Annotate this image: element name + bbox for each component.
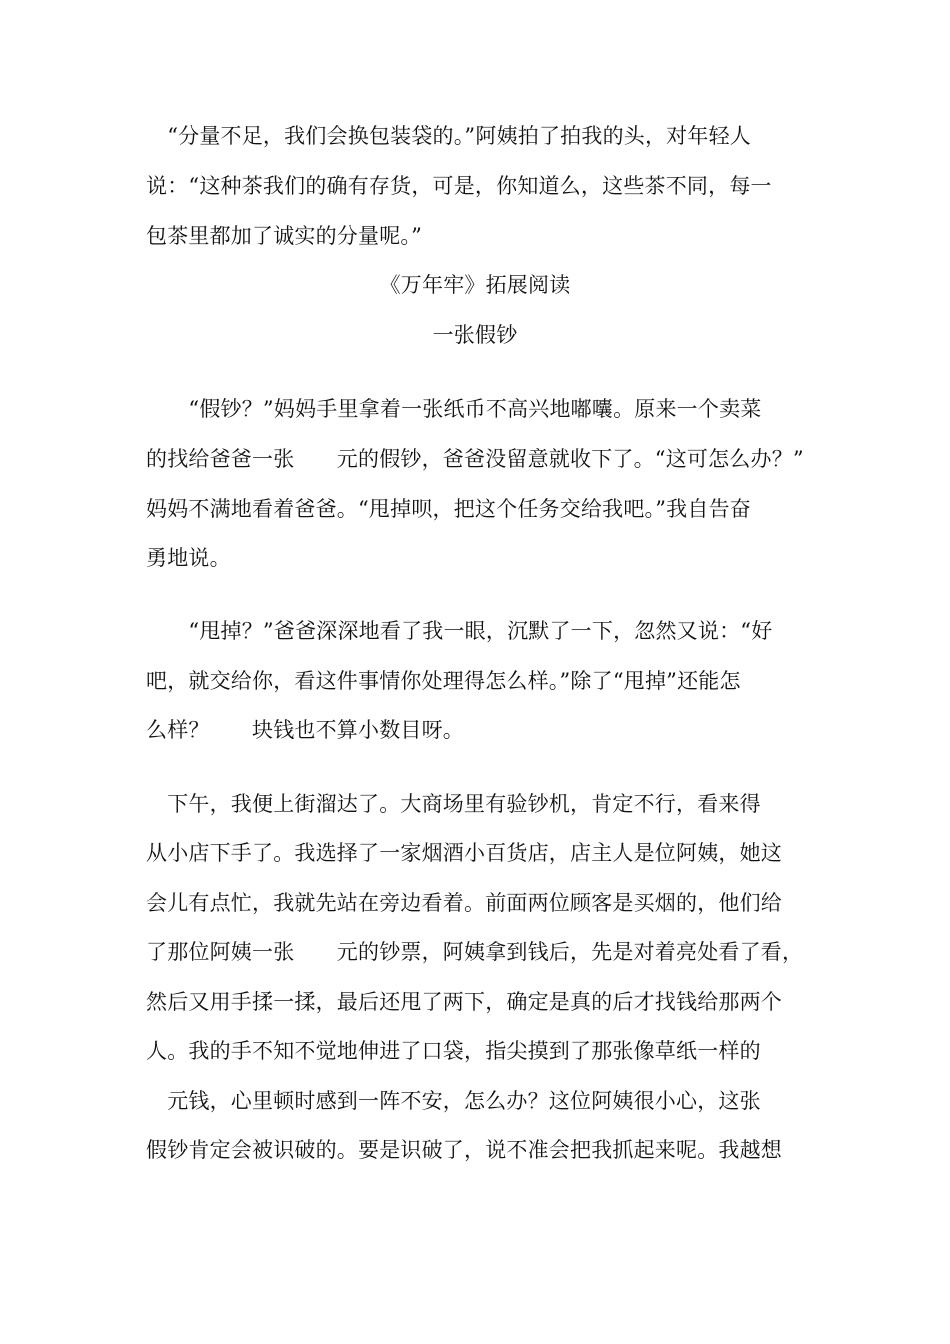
text-line: “分量不足，我们会换包装袋的。”阿姨拍了拍我的头，对年轻人 bbox=[146, 124, 751, 148]
text-line: 元钱，心里顿时感到一阵不安，怎么办？这位阿姨很小心，这张 bbox=[146, 1089, 761, 1113]
text-line: 吧，就交给你，看这件事情你处理得怎么样。”除了“甩掉”还能怎 bbox=[146, 669, 741, 693]
text-line: 会儿有点忙，我就先站在旁边看着。前面两位顾客是买烟的，他们给 bbox=[146, 891, 782, 915]
text-line: 下午，我便上街溜达了。大商场里有验钞机，肯定不行，看来得 bbox=[146, 792, 761, 816]
text-line: “甩掉？”爸爸深深地看了我一眼，沉默了一下，忽然又说：“好 bbox=[146, 619, 773, 643]
text-line: 了那位阿姨一张 元的钞票，阿姨拿到钱后，先是对着亮处看了看， bbox=[146, 940, 804, 964]
text-line: 然后又用手揉一揉，最后还甩了两下，确定是真的后才找钱给那两个 bbox=[146, 990, 782, 1014]
text-line: 的找给爸爸一张 元的假钞，爸爸没留意就收下了。“这可怎么办？” bbox=[146, 447, 804, 471]
text-line: 说：“这种茶我们的确有存货，可是，你知道么，这些茶不同，每一 bbox=[146, 174, 772, 198]
text-line: 勇地说。 bbox=[146, 546, 231, 570]
text-line: 包茶里都加了诚实的分量呢。” bbox=[146, 224, 423, 248]
text-line: “假钞？”妈妈手里拿着一张纸币不高兴地嘟囔。原来一个卖菜 bbox=[146, 397, 762, 421]
text-line: 妈妈不满地看着爸爸。“甩掉呗，把这个任务交给我吧。”我自告奋 bbox=[146, 497, 751, 521]
article-subtitle: 一张假钞 bbox=[432, 323, 518, 347]
article-title: 《万年牢》拓展阅读 bbox=[379, 273, 571, 297]
text-line: 人。我的手不知不觉地伸进了口袋，指尖摸到了那张像草纸一样的 bbox=[146, 1039, 761, 1063]
text-line: 从小店下手了。我选择了一家烟酒小百货店，店主人是位阿姨，她这 bbox=[146, 841, 782, 865]
text-line: 么样？ 块钱也不算小数目呀。 bbox=[146, 718, 464, 742]
text-line: 假钞肯定会被识破的。要是识破了，说不准会把我抓起来呢。我越想 bbox=[146, 1138, 782, 1162]
